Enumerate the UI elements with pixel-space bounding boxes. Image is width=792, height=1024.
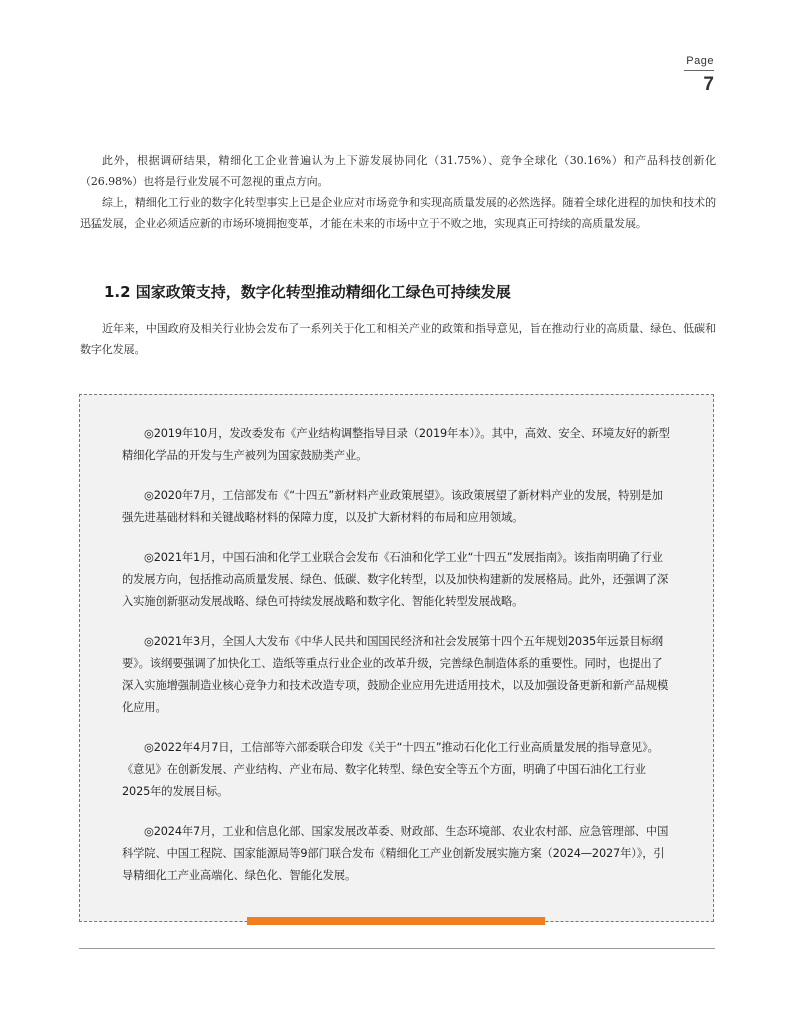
footer-divider bbox=[79, 948, 715, 949]
section-intro-paragraph: 近年来，中国政府及相关行业协会发布了一系列关于化工和相关产业的政策和指导意见，旨在推动行业的高质量、绿色、低碳和数字化发展。 bbox=[80, 322, 716, 356]
section-intro-text bbox=[80, 318, 716, 360]
intro-paragraph-2: 综上，精细化工行业的数字化转型事实上已是企业应对市场竞争和实现高质量发展的必然选择。随着全球化进程的加快和技术的迅猛发展，企业必须适应新的市场环境拥抱变革，才能在未来的市场中立于不败之地，实现真正可持续的高质量发展。 bbox=[80, 196, 716, 230]
policy-list-box bbox=[79, 394, 714, 922]
intro-paragraph-1: 此外，根据调研结果，精细化工企业普遍认为上下游发展协同化（31.75%）、竞争全球化（30.16%）和产品科技创新化（26.98%）也将是行业发展不可忽视的重点方向。 bbox=[80, 154, 716, 188]
section-heading: 1.2 国家政策支持，数字化转型推动精细化工绿色可持续发展 bbox=[104, 283, 511, 301]
policy-item: ◎2022年4月7日，工信部等六部委联合印发《关于“十四五”推动石化化工行业高质量发展的指导意见》。《意见》在创新发展、产业结构、产业布局、数字化转型、绿色安全等五个方面，明确了中国石油化工行业2025年的发展目标。 bbox=[122, 741, 659, 798]
intro-text bbox=[80, 150, 716, 234]
policy-item: ◎2021年1月，中国石油和化学工业联合会发布《石油和化学工业“十四五”发展指南》。该指南明确了行业的发展方向，包括推动高质量发展、绿色、低碳、数字化转型，以及加快构建新的发展格局。此外，还强调了深入实施创新驱动发展战略、绿色可持续发展战略和数字化、智能化转型发展战略。 bbox=[122, 551, 669, 608]
page-label: Page bbox=[686, 55, 714, 67]
policy-item: ◎2024年7月，工业和信息化部、国家发展改革委、财政部、生态环境部、农业农村部、应急管理部、中国科学院、中国工程院、国家能源局等9部门联合发布《精细化工产业创新发展实施方案（2024—2027年）》，引导精细化工产业高端化、绿色化、智能化发展。 bbox=[122, 825, 669, 882]
accent-bar bbox=[247, 917, 545, 925]
policy-item: ◎2021年3月，全国人大发布《中华人民共和国国民经济和社会发展第十四个五年规划2035年远景目标纲要》。该纲要强调了加快化工、造纸等重点行业企业的改革升级，完善绿色制造体系的重要性。同时，也提出了深入实施增强制造业核心竞争力和技术改造专项，鼓励企业应用先进适用技术，以及加强设备更新和新产品规模化应用。 bbox=[122, 635, 669, 714]
page-number: 7 bbox=[703, 74, 714, 95]
page-number-block bbox=[684, 55, 714, 95]
page-label-divider bbox=[684, 70, 714, 71]
policy-item: ◎2020年7月，工信部发布《“十四五”新材料产业政策展望》。该政策展望了新材料产业的发展，特别是加强先进基础材料和关键战略材料的保障力度，以及扩大新材料的布局和应用领域。 bbox=[122, 489, 663, 524]
policy-item: ◎2019年10月，发改委发布《产业结构调整指导目录（2019年本）》。其中，高效、安全、环境友好的新型精细化学品的开发与生产被列为国家鼓励类产业。 bbox=[122, 427, 670, 462]
